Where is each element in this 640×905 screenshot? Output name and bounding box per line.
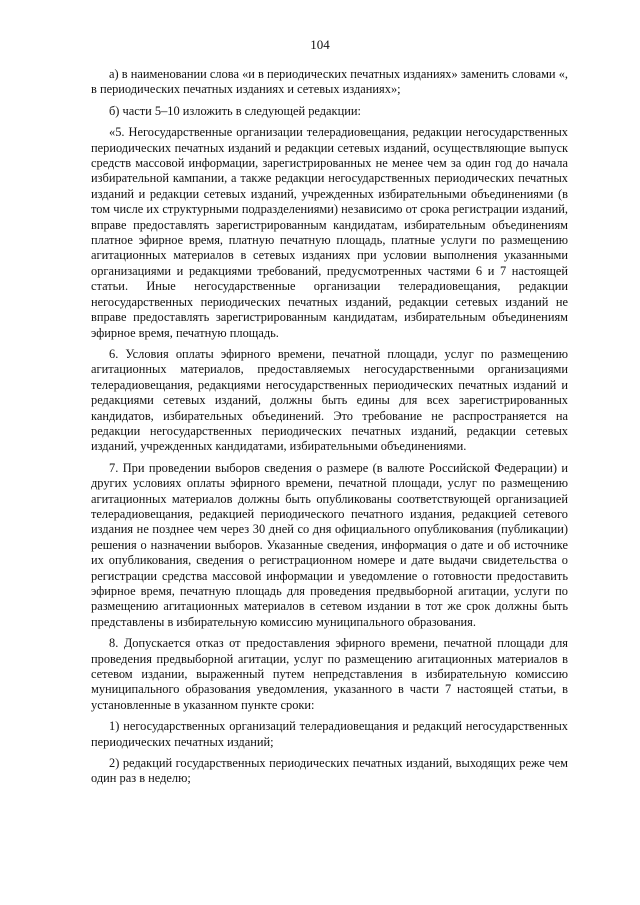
paragraph-amendment-a: а) в наименовании слова «и в периодических печатных изданиях» заменить словами «, в периодических печатных изданиях и сетевых изданиях»; xyxy=(91,67,568,97)
paragraph-amendment-b: б) части 5–10 изложить в следующей редакции: xyxy=(109,103,361,118)
paragraph-part-8: 8. Допускается отказ от предоставления эфирного времени, печатной площади для проведения предвыборной агитации, услуг по размещению агитационных материалов в сетевом издании, выраженный путем непредставления в избирательную комиссию муниципального образования уведомления, указанного в части 7 настоящей статьи, в установленные в указанном пункте сроки: xyxy=(91,636,568,712)
paragraph-item-1: 1) негосударственных организаций телерадиовещания и редакций негосударственных периодических печатных изданий; xyxy=(91,719,568,749)
paragraph-part-6: 6. Условия оплаты эфирного времени, печатной площади, услуг по размещению агитационных материалов, предоставляемых негосударственными организациями телерадиовещания, редакциями негосударственных периодических печатных изданий и редакциями сетевых изданий, должны быть едины для всех зарегистрированных кандидатов, избирательных объединений. Это требование не распространяется на редакции негосударственных периодических печатных изданий, редакции сетевых изданий, учрежденных кандидатами, избирательными объединениями. xyxy=(91,346,568,454)
paragraph-item-2: 2) редакций государственных периодических печатных изданий, выходящих реже чем один раз в неделю; xyxy=(91,756,568,786)
page-number: 104 xyxy=(310,37,330,52)
paragraph-part-7: 7. При проведении выборов сведения о размере (в валюте Российской Федерации) и других условиях оплаты эфирного времени, печатной площади, услуг по размещению агитационных материалов должны быть опубликованы соответствующей организацией телерадиовещания, редакцией периодического печатного издания, редакцией сетевого издания не позднее чем через 30 дней со дня официального опубликования (публикации) решения о назначении выборов. Указанные сведения, информация о дате и об источнике их опубликования, сведения о регистрационном номере и дате выдачи свидетельства о регистрации средства массовой информации и уведомление о готовности предоставить эфирное время, печатную площадь для проведения предвыборной агитации, услуги по размещению агитационных материалов в сетевом издании в тот же срок должны быть представлены в избирательную комиссию муниципального образования. xyxy=(91,460,568,629)
paragraph-part-5: «5. Негосударственные организации телерадиовещания, редакции негосударственных периодических печатных изданий и редакции сетевых изданий, осуществляющие выпуск средств массовой информации, зарегистрированных не менее чем за один год до начала избирательной кампании, а также редакции негосударственных периодических печатных изданий и редакции сетевых изданий, учрежденных избирательными объединениями (в том числе их структурными подразделениями) независимо от срока регистрации изданий, вправе предоставлять зарегистрированным кандидатам, избирательным объединениям платное эфирное время, платную печатную площадь, платные услуги по размещению агитационных материалов в сетевых изданиях при условии выполнения указанными организациями и редакциями требований, предусмотренных частями 6 и 7 настоящей статьи. Иные негосударственные организации телерадиовещания, редакции негосударственных периодических печатных изданий, редакции сетевых изданий не вправе предоставлять зарегистрированным кандидатам, избирательным объединениям эфирное время, печатную площадь. xyxy=(91,125,568,340)
document-body xyxy=(91,67,568,793)
